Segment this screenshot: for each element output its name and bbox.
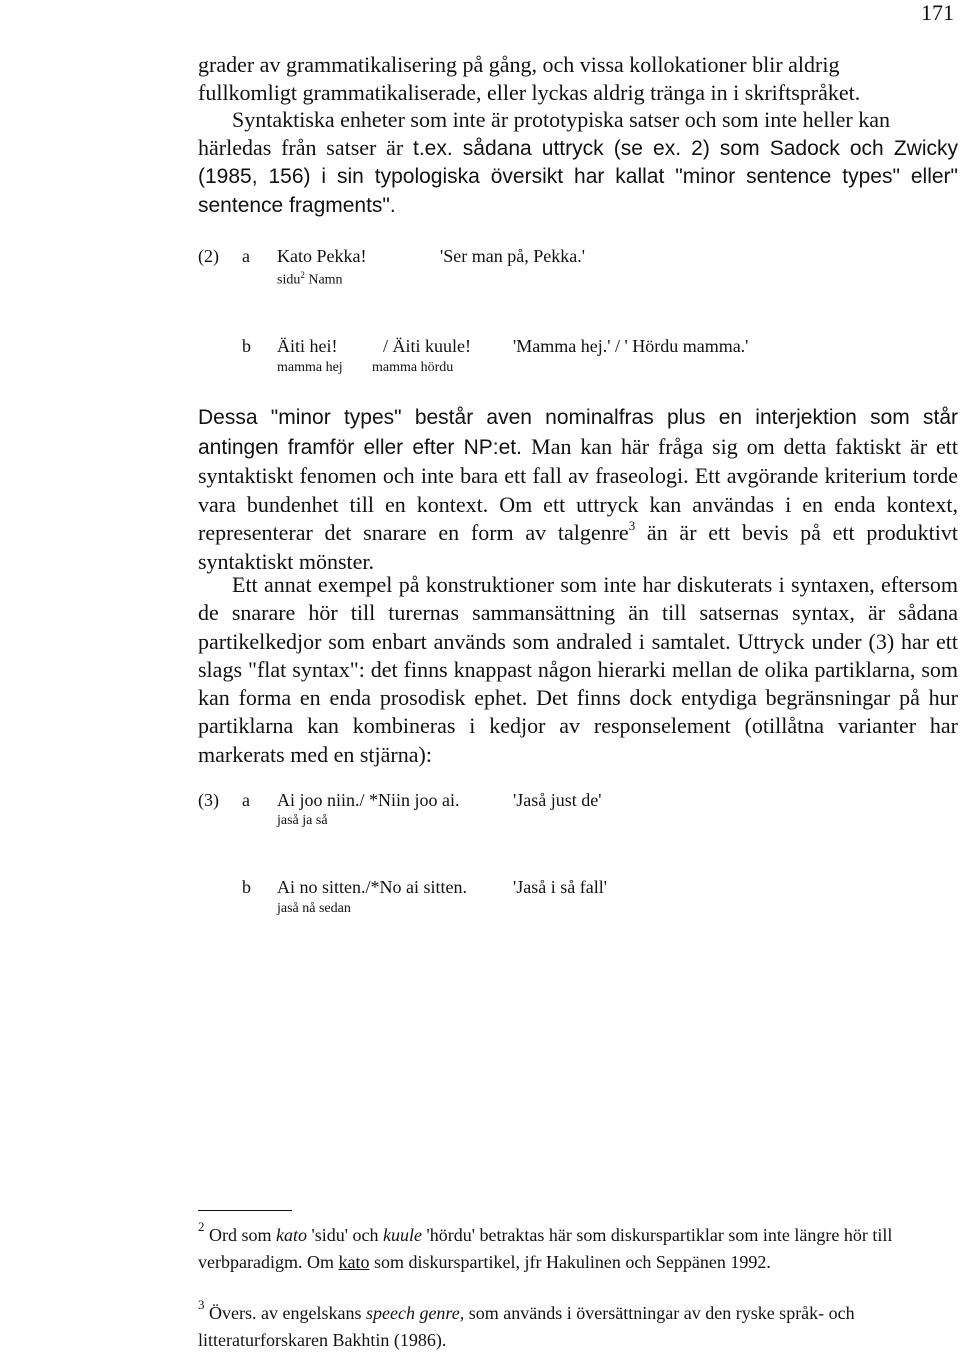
para1-rest — [198, 134, 958, 220]
ex2a-translation: 'Ser man på, Pekka.' — [440, 246, 585, 266]
ex2b-translation: 'Mamma hej.' / ' Hördu mamma.' — [513, 336, 749, 356]
para3-text: Ett annat exempel på konstruktioner som inte har diskuterats i syntaxen, eftersom de snarare hör till turernas sammansättning än till satsernas syntax, är sådana partikelkedjor som enbart används som andraled i samtalet. Uttryck under (3) har ett slags "flat syntax": det finns knappast någon hierarki mellan de olika partiklarna, som kan forma en enda prosodisk ephet. Det finns dock entydiga begränsningar på hur partiklarna kan kombineras i kedjor av responselement (otillåtna varianter har markerats med en stjärna): — [198, 572, 958, 767]
footnote-3-t2: som används i översättningar av den ryske språk- och litteraturforskaren Bakhtin (1986). — [198, 1303, 855, 1350]
para1-line-3-text: Syntaktiska enheter som inte är prototypiska satser och som inte heller kan — [232, 107, 891, 132]
para1-rest-sans: t.ex. sådana uttryck (se ex. 2) som Sadock och Zwicky (1985, 156) i sin typologiska översikt har kallat "minor sentence types" eller" sentence fragments". — [198, 136, 958, 217]
ex3a-label: a — [242, 790, 250, 810]
footnote-2-t2: 'sidu' och — [307, 1225, 383, 1245]
ex3b-gloss: jaså nå sedan — [277, 901, 351, 916]
ex2a-gloss — [277, 270, 343, 289]
footnote-2-t4: som diskurspartikel, jfr Hakulinen och Seppänen 1992. — [369, 1252, 771, 1272]
footnote-3 — [198, 1297, 958, 1354]
para1-rest-serif: härledas från satser är — [198, 134, 413, 160]
para2-text: Man kan här fråga sig om detta faktiskt är ett syntaktiskt fenomen och inte bara ett fall av fraseologi. Ett avgörande kriterium torde vara bundenhet till en kontext. Om ett uttryck kan användas i en enda kontext, representerar det snarare en form av talgenre — [198, 433, 958, 545]
ex2b-gloss-1: mamma hej — [277, 360, 343, 375]
para1-line-2: fullkomligt grammatikaliserade, eller lyckas aldrig tränga in i skriftspråket. — [198, 79, 861, 105]
ex2b-text-1: Äiti hei! — [277, 336, 338, 356]
paragraph-2 — [198, 403, 958, 576]
ex2a-gloss-2: Namn — [304, 272, 343, 288]
footnote-2-t1: Ord som — [204, 1225, 276, 1245]
ex2a-text: Kato Pekka! — [277, 246, 367, 266]
ex2b-gloss-2: mamma hördu — [372, 360, 454, 375]
paragraph-1 — [198, 51, 958, 219]
ex2b-label: b — [242, 336, 251, 356]
ex3a-gloss: jaså ja så — [277, 813, 328, 828]
footnote-2 — [198, 1219, 958, 1276]
para2-sans: Dessa "minor types" består aven nominalfras plus en interjektion som står antingen framför eller efter NP:et. — [198, 406, 958, 459]
para2-text-end: än är ett bevis på ett produktivt syntaktiskt mönster. — [198, 520, 959, 574]
footnote-2-i1: kato — [276, 1225, 307, 1245]
footnote-2-i2: kuule — [382, 1225, 422, 1245]
ex2-number: (2) — [198, 246, 219, 266]
footnote-3-t1: Övers. av engelskans — [204, 1303, 366, 1323]
page-number: 171 — [921, 0, 954, 25]
ex2a-gloss-1: sidu — [277, 272, 301, 288]
ex3a-translation: 'Jaså just de' — [513, 790, 602, 810]
ex2a-label: a — [242, 246, 250, 266]
footnote-ref-3: 3 — [628, 517, 636, 533]
ex3-number: (3) — [198, 790, 219, 810]
footnote-3-mark: 3 — [198, 1297, 205, 1312]
para1-line-1: grader av grammatikalisering på gång, och vissa kollokationer blir aldrig — [198, 52, 840, 77]
para1-line-3 — [198, 106, 958, 134]
paragraph-3 — [198, 571, 958, 769]
footnote-3-i1: speech genre, — [365, 1303, 465, 1323]
ex2b-text-2: / Äiti kuule! — [383, 336, 471, 356]
ex3a-text: Ai joo niin./ *Niin joo ai. — [277, 790, 460, 810]
ex2a-gloss-sup: 2 — [300, 270, 305, 280]
footnote-2-t3: 'hördu' betraktas här som diskurspartiklar som inte längre hör till verbparadigm. Om — [198, 1225, 893, 1272]
ex3b-label: b — [242, 877, 251, 897]
footnote-separator — [198, 1210, 292, 1211]
ex3b-text: Ai no sitten./*No ai sitten. — [277, 877, 467, 897]
footnote-2-mark: 2 — [198, 1219, 205, 1234]
ex3b-translation: 'Jaså i så fall' — [513, 877, 607, 897]
footnote-2-u1: kato — [338, 1252, 370, 1272]
